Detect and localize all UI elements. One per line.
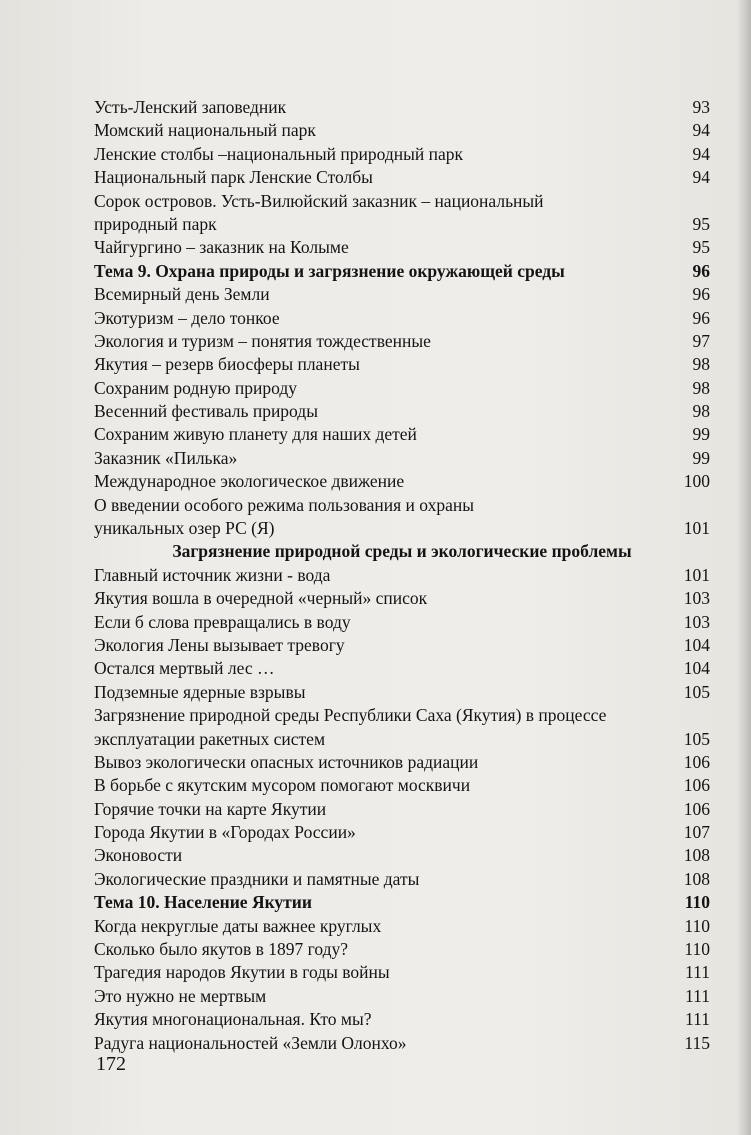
- toc-entry: [94, 213, 710, 236]
- toc-entry-title: уникальных озер РС (Я): [94, 518, 275, 539]
- toc-entry-page: 96: [692, 260, 710, 281]
- toc-entry-title: Сорок островов. Усть-Вилюйский заказник – национальный: [94, 190, 544, 211]
- toc-entry-title: Загрязнение природной среды Республики Саха (Якутия) в процессе: [94, 705, 607, 726]
- toc-entry-title: Усть-Ленский заповедник: [94, 96, 287, 117]
- toc-entry: [94, 353, 710, 376]
- toc-entry: [94, 587, 710, 610]
- toc-entry-title: Весенний фестиваль природы: [94, 401, 318, 422]
- toc-entry-title: Сохраним родную природу: [94, 377, 298, 398]
- toc-entry-title: Всемирный день Земли: [94, 284, 270, 305]
- toc-entry: [94, 423, 710, 446]
- toc-entry: [94, 751, 710, 774]
- toc-entry-title: О введении особого режима пользования и охраны: [94, 494, 474, 515]
- toc-entry-page: 103: [683, 611, 710, 632]
- toc-entry: [94, 868, 710, 891]
- toc-entry-title: природный парк: [94, 213, 217, 234]
- toc-entry-title: Остался мертвый лес …: [94, 658, 275, 679]
- toc-entry: [94, 119, 710, 142]
- toc-entry-page: 110: [684, 915, 710, 936]
- toc-entry: [94, 540, 710, 563]
- toc-entry-title: Трагедия народов Якутии в годы войны: [94, 962, 390, 983]
- toc-entry-page: 111: [685, 1009, 710, 1030]
- toc-entry-page: 99: [692, 447, 710, 468]
- toc-entry-title: Экотуризм – дело тонкое: [94, 307, 280, 328]
- toc-entry: [94, 798, 710, 821]
- toc-entry-page: 111: [685, 962, 710, 983]
- page-edge-shadow: [737, 0, 751, 1135]
- toc-entry-title: Момский национальный парк: [94, 120, 316, 141]
- toc-entry: [94, 728, 710, 751]
- toc-entry-title: Загрязнение природной среды и экологические проблемы: [172, 541, 632, 562]
- toc-entry: [94, 704, 710, 727]
- toc-entry: [94, 307, 710, 330]
- toc-entry: [94, 470, 710, 493]
- toc-entry: [94, 330, 710, 353]
- toc-entry-title: Якутия многонациональная. Кто мы?: [94, 1009, 372, 1030]
- toc-entry-title: Если б слова превращались в воду: [94, 611, 351, 632]
- toc-entry-title: Тема 9. Охрана природы и загрязнение окружающей среды: [94, 260, 565, 281]
- toc-entry-title: Национальный парк Ленские Столбы: [94, 167, 373, 188]
- table-of-contents: [94, 96, 710, 1055]
- toc-entry: [94, 821, 710, 844]
- toc-entry-title: Подземные ядерные взрывы: [94, 681, 306, 702]
- toc-entry-page: 105: [683, 728, 710, 749]
- toc-entry-title: Горячие точки на карте Якутии: [94, 798, 327, 819]
- toc-entry-title: Эконовости: [94, 845, 183, 866]
- toc-entry-page: 104: [683, 658, 710, 679]
- toc-entry-page: 95: [692, 213, 710, 234]
- toc-entry-page: 96: [692, 284, 710, 305]
- toc-entry-page: 99: [692, 424, 710, 445]
- toc-entry: [94, 236, 710, 259]
- toc-entry: [94, 96, 710, 119]
- toc-entry-page: 101: [683, 564, 710, 585]
- toc-entry: [94, 915, 710, 938]
- toc-entry: [94, 564, 710, 587]
- toc-entry: [94, 377, 710, 400]
- toc-entry: [94, 634, 710, 657]
- toc-entry: [94, 985, 710, 1008]
- toc-entry: [94, 774, 710, 797]
- toc-entry-page: 106: [683, 775, 710, 796]
- toc-entry-title: Международное экологическое движение: [94, 471, 405, 492]
- toc-entry-page: 108: [683, 868, 710, 889]
- page-number: 172: [96, 1053, 126, 1075]
- toc-entry-page: 105: [683, 681, 710, 702]
- toc-entry-title: Города Якутии в «Городах России»: [94, 822, 356, 843]
- toc-entry-page: 95: [692, 237, 710, 258]
- toc-entry-title: Это нужно не мертвым: [94, 985, 267, 1006]
- toc-entry-page: 98: [692, 354, 710, 375]
- toc-entry: [94, 260, 710, 283]
- toc-entry: [94, 891, 710, 914]
- toc-entry-title: Радуга национальностей «Земли Олонхо»: [94, 1032, 407, 1053]
- toc-entry: [94, 517, 710, 540]
- toc-entry-title: Сохраним живую планету для наших детей: [94, 424, 417, 445]
- toc-entry-title: В борьбе с якутским мусором помогают москвичи: [94, 775, 471, 796]
- toc-entry: [94, 283, 710, 306]
- toc-entry-title: Якутия – резерв биосферы планеты: [94, 354, 360, 375]
- toc-entry-page: 104: [683, 634, 710, 655]
- toc-entry: [94, 400, 710, 423]
- toc-entry: [94, 961, 710, 984]
- toc-entry-title: Чайгургино – заказник на Колыме: [94, 237, 349, 258]
- toc-entry-title: Экология Лены вызывает тревогу: [94, 634, 345, 655]
- toc-entry: [94, 494, 710, 517]
- toc-entry-page: 101: [683, 518, 710, 539]
- toc-entry-page: 106: [683, 798, 710, 819]
- toc-entry: [94, 166, 710, 189]
- toc-entry-page: 98: [692, 401, 710, 422]
- toc-entry-title: Заказник «Пилька»: [94, 447, 238, 468]
- toc-entry-page: 110: [684, 892, 710, 913]
- toc-entry-title: Экология и туризм – понятия тождественные: [94, 330, 431, 351]
- toc-entry-page: 100: [683, 471, 710, 492]
- toc-entry-page: 98: [692, 377, 710, 398]
- toc-entry-title: Когда некруглые даты важнее круглых: [94, 915, 382, 936]
- toc-entry: [94, 1008, 710, 1031]
- toc-entry: [94, 1032, 710, 1055]
- toc-entry: [94, 611, 710, 634]
- toc-entry-title: Сколько было якутов в 1897 году?: [94, 939, 349, 960]
- toc-entry-page: 94: [692, 120, 710, 141]
- toc-entry-page: 94: [692, 167, 710, 188]
- toc-entry-page: 93: [692, 96, 710, 117]
- toc-entry-page: 103: [683, 588, 710, 609]
- toc-entry-title: Якутия вошла в очередной «черный» список: [94, 588, 428, 609]
- toc-entry: [94, 657, 710, 680]
- toc-entry: [94, 681, 710, 704]
- toc-entry-page: 106: [683, 751, 710, 772]
- toc-entry-title: Тема 10. Население Якутии: [94, 892, 312, 913]
- toc-entry: [94, 143, 710, 166]
- toc-entry-title: Ленские столбы –национальный природный парк: [94, 143, 463, 164]
- toc-entry-page: 94: [692, 143, 710, 164]
- toc-entry-page: 107: [683, 822, 710, 843]
- toc-entry-title: Главный источник жизни - вода: [94, 564, 331, 585]
- toc-entry: [94, 447, 710, 470]
- toc-entry-page: 96: [692, 307, 710, 328]
- toc-entry: [94, 938, 710, 961]
- toc-entry-title: эксплуатации ракетных систем: [94, 728, 326, 749]
- toc-entry-page: 97: [692, 330, 710, 351]
- toc-entry-page: 110: [684, 939, 710, 960]
- toc-entry: [94, 190, 710, 213]
- toc-entry-page: 115: [684, 1032, 710, 1053]
- toc-entry-title: Вывоз экологически опасных источников радиации: [94, 751, 479, 772]
- toc-entry-page: 108: [683, 845, 710, 866]
- toc-entry: [94, 845, 710, 868]
- toc-entry-page: 111: [685, 985, 710, 1006]
- toc-entry-title: Экологические праздники и памятные даты: [94, 868, 420, 889]
